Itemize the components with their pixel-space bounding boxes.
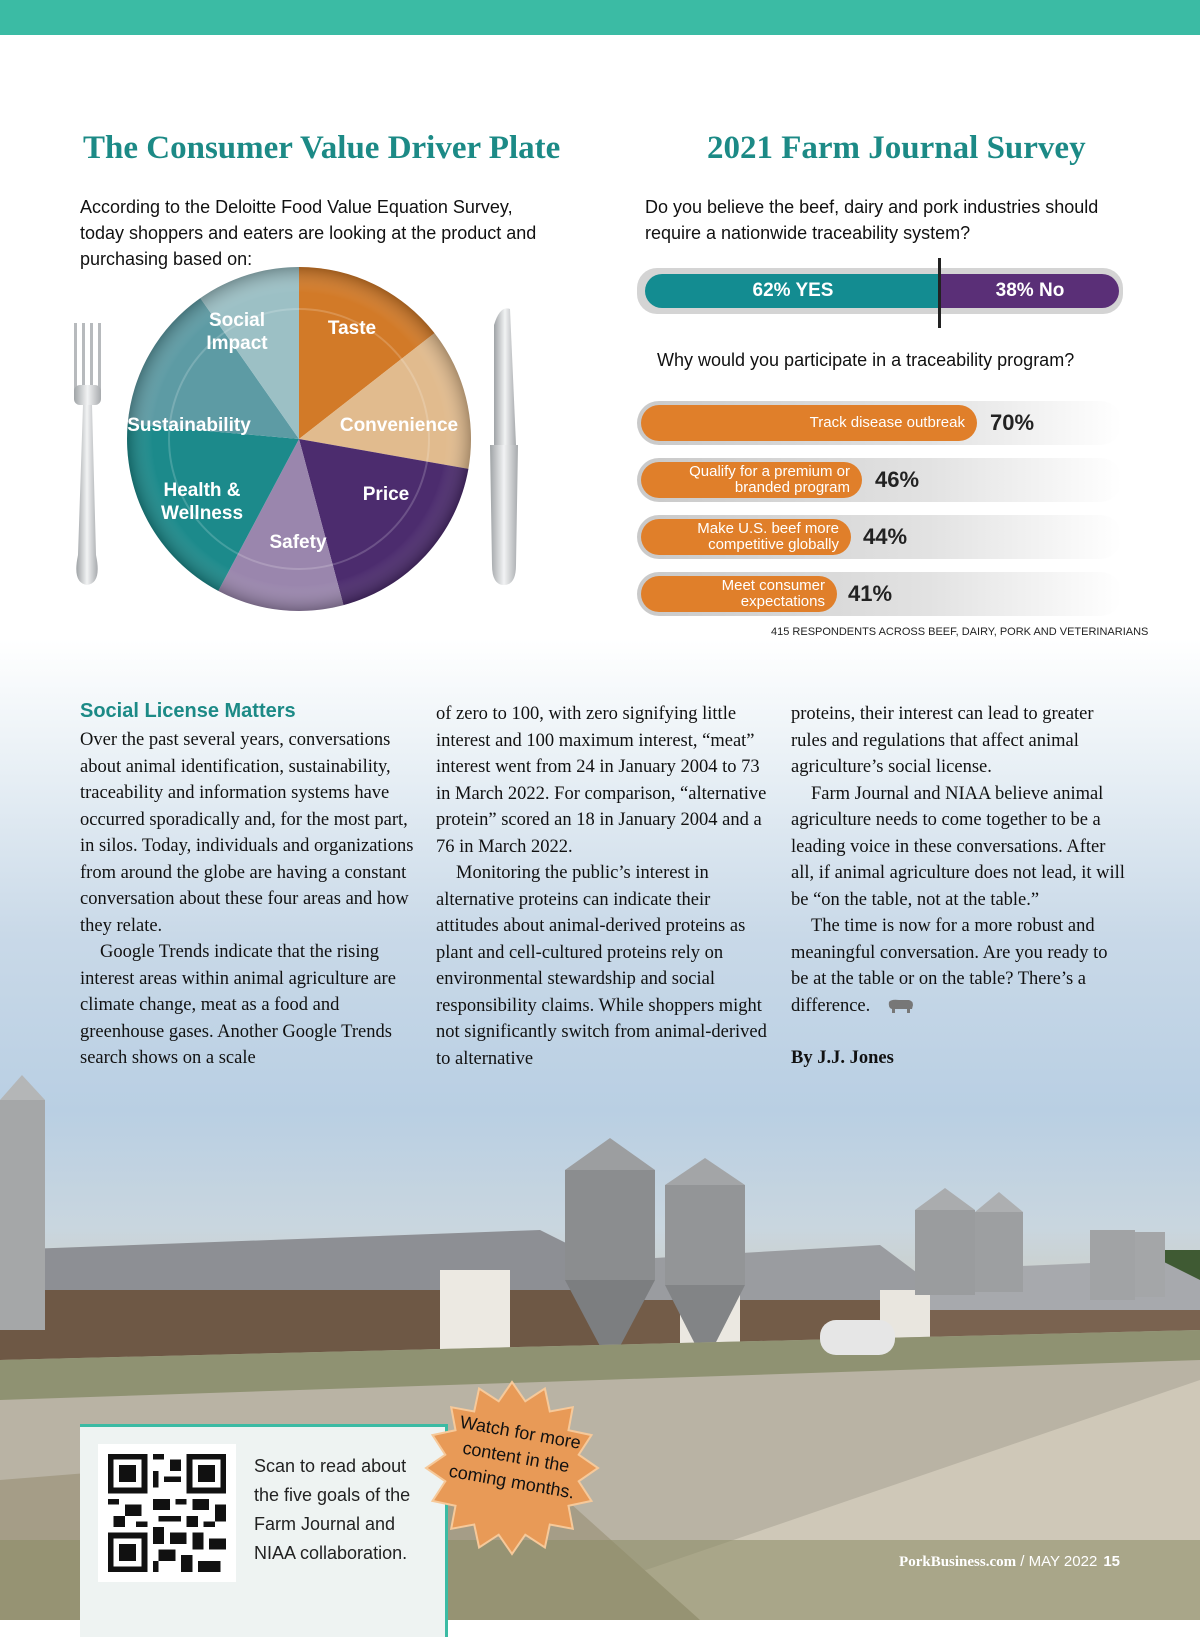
- survey-question-1: Do you believe the beef, dairy and pork industries should require a nationwide traceability system?: [645, 197, 1099, 243]
- paragraph: Over the past several years, conversations about animal identification, sustainability, traceability and information systems have occurred sporadically and, for the most part, in silos. Today, individuals and organizations from around the globe are having a constant conversation about these four areas and how they relate.: [80, 730, 414, 936]
- yes-bar: 62% YES: [645, 274, 941, 308]
- paragraph: Google Trends indicate that the rising interest areas within animal agriculture are climate change, meat as a food and greenhouse gases. Another Google Trends search shows on a scale: [80, 942, 396, 1068]
- reason-bar: Make U.S. beef more competitive globally: [641, 519, 851, 555]
- footer-issue: MAY 2022: [1028, 1553, 1098, 1570]
- knife-icon: [490, 308, 518, 585]
- paragraph: of zero to 100, with zero signifying little interest and 100 maximum interest, “meat” interest went from 24 in January 2004 to 73 in March 2022. For comparison, “alternative protein” scored an 18 in January 2004 and a 76 in March 2022.: [436, 704, 767, 857]
- reason-bar: Track disease outbreak: [641, 405, 977, 441]
- survey-question-2: Why would you participate in a traceability program?: [657, 350, 1075, 370]
- reason-percent: 44%: [863, 524, 908, 549]
- paragraph: Monitoring the public’s interest in alternative proteins can indicate their attitudes about animal-derived proteins as plant and cell-cultured proteins rely on environmental stewardship and social responsibility claims. While shoppers might not significantly switch from animal-derived to alternative: [436, 863, 767, 1069]
- slice-label-price: Price: [362, 484, 410, 505]
- paragraph: proteins, their interest can lead to greater rules and regulations that affect animal agriculture’s social license.: [791, 704, 1094, 777]
- no-bar: 38% No: [941, 274, 1119, 308]
- article-column-1: [80, 727, 415, 1072]
- reason-bar: Meet consumer expectations: [641, 576, 837, 612]
- survey-footnote: 415 RESPONDENTS ACROSS BEEF, DAIRY, PORK AND VETERINARIANS: [771, 626, 1149, 638]
- plate-heading: The Consumer Value Driver Plate: [83, 130, 561, 166]
- slice-label-social: Social Impact: [206, 310, 268, 354]
- reason-percent: 46%: [875, 467, 920, 492]
- paragraph: [791, 913, 1126, 1019]
- reason-row: [637, 572, 1122, 616]
- yes-no-divider: [938, 258, 941, 328]
- closing-text: The time is now for a more robust and meaningful conversation. Are you ready to be at the table or on the table? There’s a difference.: [791, 916, 1108, 1016]
- fork-icon: [74, 323, 101, 585]
- reason-row: [637, 515, 1122, 559]
- page-footer: [899, 1553, 1120, 1571]
- page-number: 15: [1103, 1553, 1120, 1570]
- reason-bar: Qualify for a premium or branded program: [641, 462, 862, 498]
- paragraph: Farm Journal and NIAA believe animal agriculture needs to come together to be a leading voice in these conversations. After all, if animal agriculture does not lead, it will be “on the table, not at the table.”: [791, 783, 1125, 910]
- slice-label-health: Health & Wellness: [160, 480, 244, 524]
- article-subheading: Social License Matters: [80, 700, 296, 722]
- value-driver-plate: [70, 265, 550, 645]
- top-color-bar: [0, 0, 1200, 35]
- article-column-3: [791, 701, 1126, 1072]
- byline: By J.J. Jones: [791, 1048, 894, 1068]
- survey-heading: 2021 Farm Journal Survey: [707, 130, 1086, 166]
- reason-percent: 41%: [848, 581, 893, 606]
- pig-icon: [885, 998, 915, 1014]
- footer-site: PorkBusiness.com: [899, 1554, 1017, 1570]
- slice-label-sustainability: Sustainability: [127, 415, 251, 436]
- slice-label-safety: Safety: [269, 532, 327, 553]
- reason-row: [637, 401, 1122, 445]
- plate-intro: According to the Deloitte Food Value Equation Survey, today shoppers and eaters are looking at the product and purchasing based on:: [80, 197, 537, 269]
- starburst-text: Watch for more content in the coming months.: [447, 1411, 583, 1503]
- reason-row: [637, 458, 1122, 502]
- slice-label-taste: Taste: [327, 318, 377, 339]
- article-column-2: [436, 701, 771, 1072]
- footer-separator: /: [1016, 1553, 1029, 1570]
- qr-code[interactable]: [98, 1444, 236, 1582]
- reason-percent: 70%: [990, 410, 1035, 435]
- slice-label-convenience: Convenience: [339, 415, 459, 436]
- qr-caption: Scan to read about the five goals of the Farm Journal and NIAA collaboration.: [254, 1456, 411, 1563]
